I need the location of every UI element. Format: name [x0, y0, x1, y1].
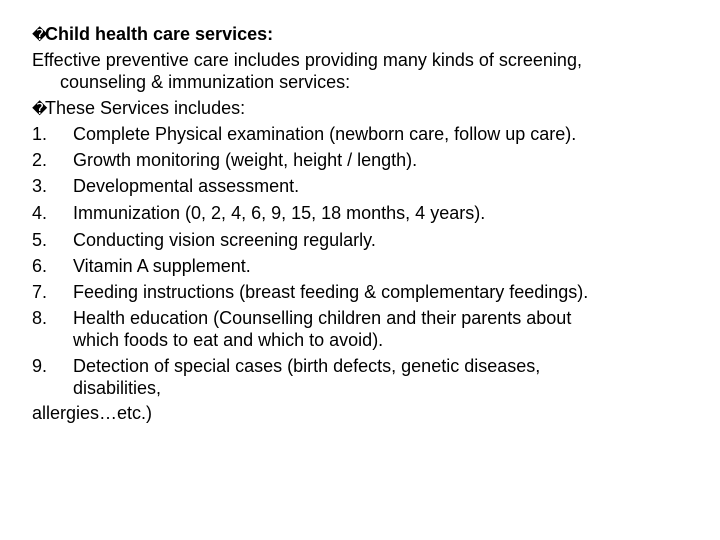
list-item-number: 8. [32, 308, 48, 328]
list-item-text: Immunization (0, 2, 4, 6, 9, 15, 18 months, 4 years). [73, 203, 486, 223]
list-item-number: 5. [32, 230, 48, 250]
list-item-number: 6. [32, 256, 48, 276]
list-item-9-continuation: disabilities, [73, 378, 162, 398]
unknown-bullet-icon: � [32, 26, 48, 44]
list-item-number: 1. [32, 124, 48, 144]
list-item-6 [32, 253, 251, 279]
list-item-text: Growth monitoring (weight, height / length). [73, 150, 418, 170]
section-heading-text: Child health care services: [45, 24, 274, 44]
unknown-bullet-icon: � [32, 100, 48, 118]
list-item-1 [32, 121, 576, 147]
subheading [32, 95, 245, 122]
list-item-text: Detection of special cases (birth defects, genetic diseases, [73, 356, 541, 376]
list-item-5 [32, 227, 376, 253]
intro-line-2: counseling & immunization services: [60, 72, 351, 92]
list-item-text: Conducting vision screening regularly. [73, 230, 376, 250]
list-item-text: Feeding instructions (breast feeding & complementary feedings). [73, 282, 589, 302]
subheading-text: These Services includes: [45, 98, 246, 118]
list-item-text: Health education (Counselling children and their parents about [73, 308, 572, 328]
list-item-number: 4. [32, 203, 48, 223]
list-item-2 [32, 147, 417, 173]
list-item-text: Complete Physical examination (newborn care, follow up care). [73, 124, 577, 144]
list-item-7 [32, 279, 588, 305]
list-item-text: Developmental assessment. [73, 176, 300, 196]
list-item-4 [32, 200, 485, 226]
section-heading [32, 21, 273, 48]
list-item-number: 3. [32, 176, 48, 196]
list-item-text: Vitamin A supplement. [73, 256, 251, 276]
list-item-number: 9. [32, 356, 48, 376]
list-item-3 [32, 173, 299, 199]
list-item-number: 2. [32, 150, 48, 170]
intro-line-1: Effective preventive care includes providing many kinds of screening, [32, 50, 582, 70]
list-item-8-continuation: which foods to eat and which to avoid). [73, 330, 384, 350]
list-item-number: 7. [32, 282, 48, 302]
trailing-line: allergies…etc.) [32, 403, 153, 423]
